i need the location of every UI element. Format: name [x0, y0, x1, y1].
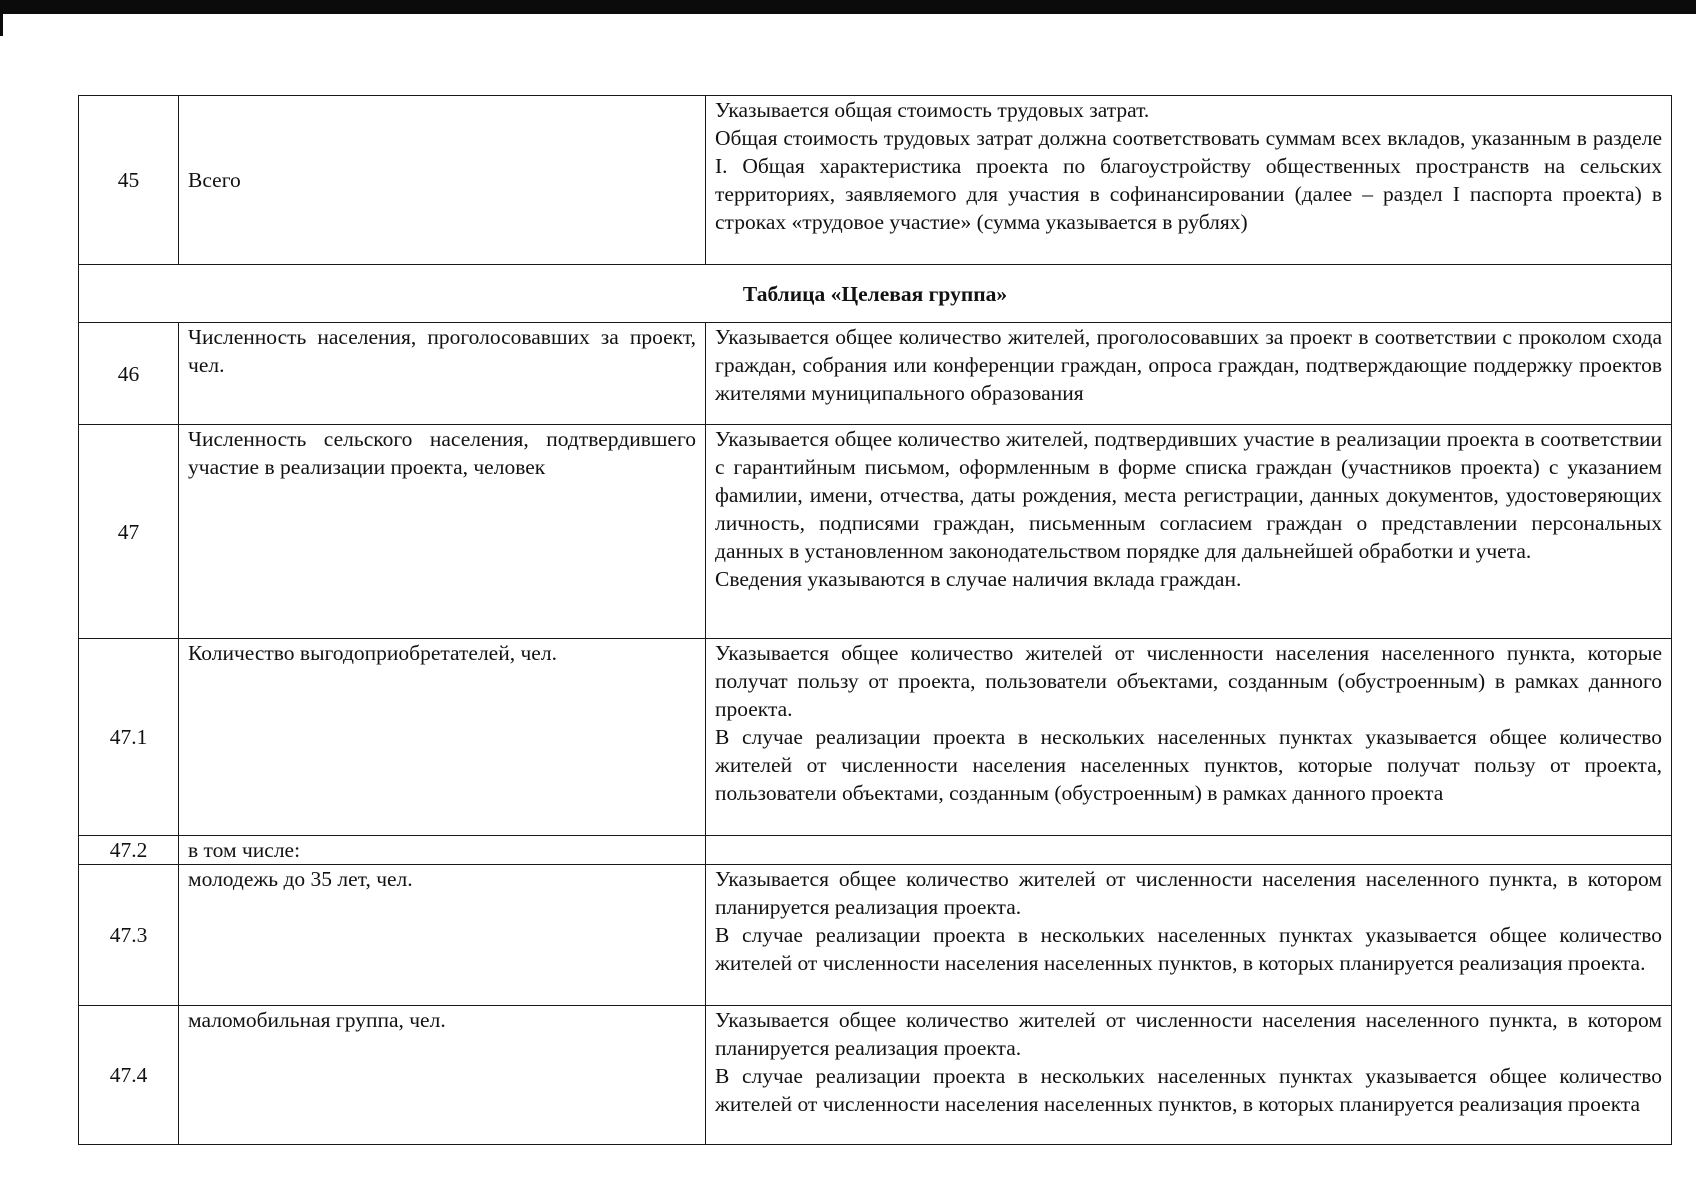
section-title: Таблица «Целевая группа» — [79, 265, 1672, 323]
scan-left-mark — [0, 14, 3, 36]
scan-top-border — [0, 0, 1696, 14]
row-description — [706, 639, 1672, 836]
row-description — [706, 425, 1672, 639]
description-paragraph: Указывается общее количество жителей, подтвердивших участие в реализации проекта в соответствии с гарантийным письмом, оформленным в форме списка граждан (участников проекта) с указанием фамилии, имени, отчества, даты рождения, места регистрации, данных документов, удостоверяющих личность, подписями граждан, письменным согласием граждан о представлении персональных данных в установленном законодательством порядке для дальнейшей обработки и учета. — [715, 427, 1662, 563]
description-paragraph: Указывается общее количество жителей от численности населения населенного пункта, которые получат пользу от проекта, пользователи объектами, созданным (обустроенным) в рамках данного проекта. — [715, 641, 1662, 721]
row-description — [706, 323, 1672, 425]
row-name: в том числе: — [179, 836, 706, 865]
description-paragraph: Сведения указываются в случае наличия вклада граждан. — [715, 567, 1242, 591]
row-number: 47.4 — [79, 1006, 179, 1145]
row-description — [706, 836, 1672, 865]
description-paragraph: Общая стоимость трудовых затрат должна соответствовать суммам всех вкладов, указанным в разделе I. Общая характеристика проекта по благоустройству общественных пространств на сельских территориях, заявляемого для участия в софинансировании (далее – раздел I паспорта проекта) в строках «трудовое участие» (сумма указывается в рублях) — [715, 126, 1662, 234]
row-description — [706, 865, 1672, 1006]
description-paragraph: В случае реализации проекта в нескольких населенных пунктах указывается общее количество жителей от численности населения населенных пунктов, в которых планируется реализация проекта. — [715, 923, 1662, 975]
row-name: молодежь до 35 лет, чел. — [179, 865, 706, 1006]
passport-table — [78, 95, 1672, 1145]
table-row-45 — [79, 96, 1672, 265]
row-number: 47.2 — [79, 836, 179, 865]
row-name: Всего — [179, 96, 706, 265]
row-name: Количество выгодоприобретателей, чел. — [179, 639, 706, 836]
row-description — [706, 1006, 1672, 1145]
table-row-47-2 — [79, 836, 1672, 865]
description-paragraph: Указывается общее количество жителей от численности населения населенного пункта, в котором планируется реализация проекта. — [715, 867, 1662, 919]
description-paragraph: Указывается общая стоимость трудовых затрат. — [715, 98, 1150, 122]
description-paragraph: Указывается общее количество жителей, проголосовавших за проект в соответствии с проколом схода граждан, собрания или конференции граждан, опроса граждан, подтверждающие поддержку проектов жителями муниципального образования — [715, 325, 1662, 405]
section-header-row — [79, 265, 1672, 323]
table-row-47-4 — [79, 1006, 1672, 1145]
table-row-47 — [79, 425, 1672, 639]
description-paragraph: Указывается общее количество жителей от численности населения населенного пункта, в котором планируется реализация проекта. — [715, 1008, 1662, 1060]
table-row-47-3 — [79, 865, 1672, 1006]
table-row-47-1 — [79, 639, 1672, 836]
table-row-46 — [79, 323, 1672, 425]
row-name: Численность сельского населения, подтвердившего участие в реализации проекта, человек — [179, 425, 706, 639]
row-number: 47 — [79, 425, 179, 639]
row-number: 45 — [79, 96, 179, 265]
row-description — [706, 96, 1672, 265]
row-name: Численность населения, проголосовавших за проект, чел. — [179, 323, 706, 425]
row-name: маломобильная группа, чел. — [179, 1006, 706, 1145]
row-number: 46 — [79, 323, 179, 425]
description-paragraph: В случае реализации проекта в нескольких населенных пунктах указывается общее количество жителей от численности населения населенных пунктов, в которых планируется реализация проекта — [715, 1064, 1662, 1116]
description-paragraph: В случае реализации проекта в нескольких населенных пунктах указывается общее количество жителей от численности населения населенных пунктов, которые получат пользу от проекта, пользователи объектами, созданным (обустроенным) в рамках данного проекта — [715, 725, 1662, 805]
row-number: 47.1 — [79, 639, 179, 836]
row-number: 47.3 — [79, 865, 179, 1006]
